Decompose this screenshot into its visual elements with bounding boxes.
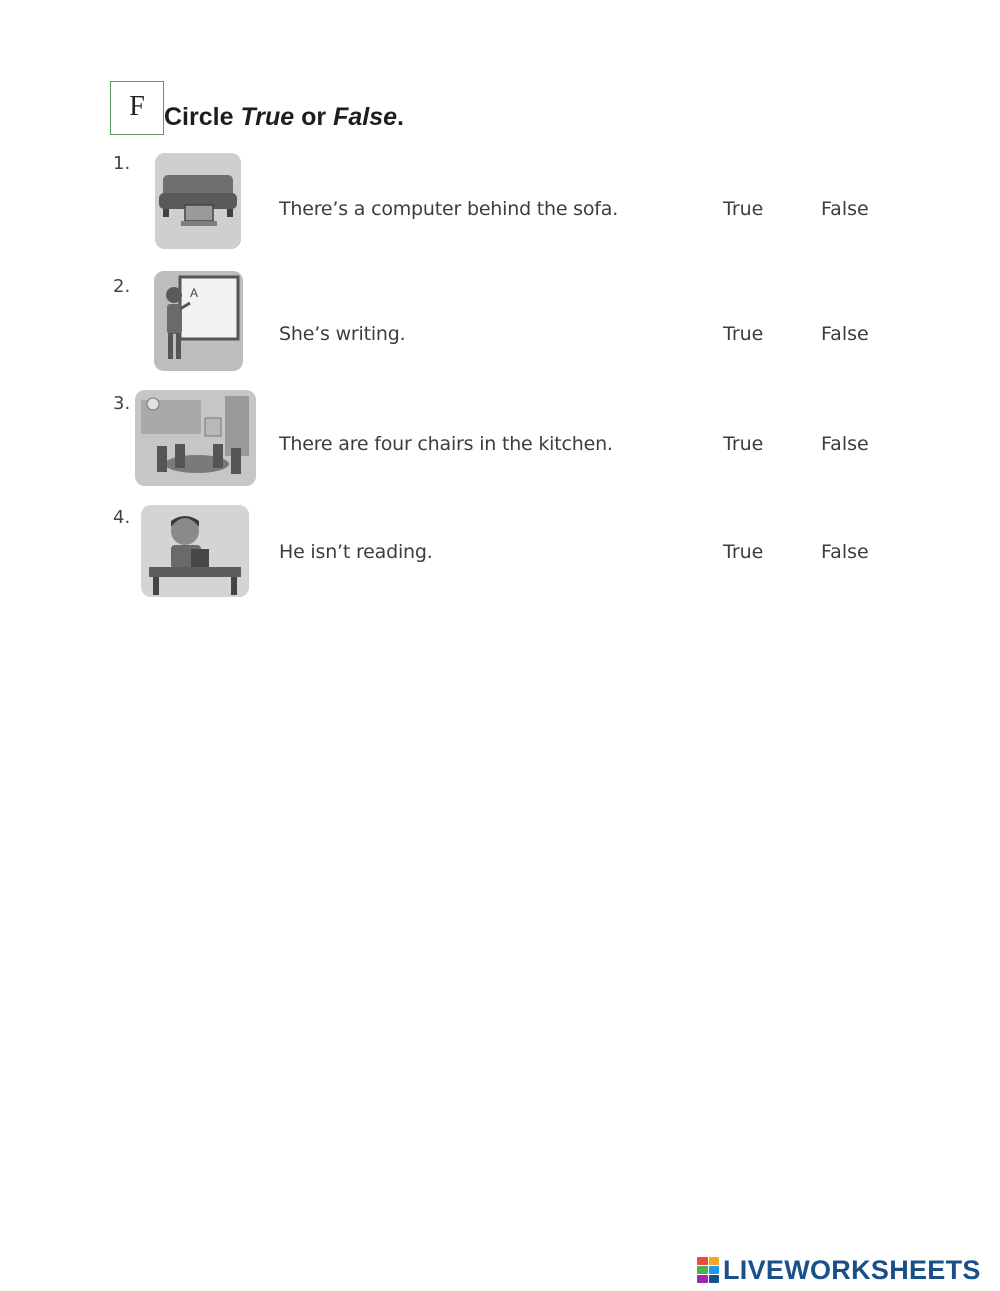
- girl-writing-board-picture-icon: [154, 271, 243, 371]
- kitchen-chairs-picture-icon: [135, 390, 256, 486]
- boy-reading-desk-picture-icon: [141, 505, 249, 597]
- liveworksheets-logo: [697, 1254, 981, 1286]
- instruction-heading: Circle True or False.: [164, 103, 404, 131]
- true-option[interactable]: True: [723, 323, 764, 345]
- liveworksheets-logo-text: LIVEWORKSHEETS: [723, 1254, 981, 1285]
- false-option[interactable]: False: [821, 323, 869, 345]
- statement-text: There’s a computer behind the sofa.: [279, 198, 619, 220]
- false-option[interactable]: False: [821, 541, 869, 563]
- false-option[interactable]: False: [821, 433, 869, 455]
- item-number: 2.: [113, 276, 131, 297]
- false-option[interactable]: False: [821, 198, 869, 220]
- sofa-computer-picture-icon: [155, 153, 241, 249]
- true-option[interactable]: True: [723, 541, 764, 563]
- statement-text: She’s writing.: [279, 323, 406, 345]
- svg-text:A: A: [190, 286, 199, 300]
- item-number: 1.: [113, 153, 131, 174]
- true-option[interactable]: True: [723, 433, 764, 455]
- section-letter-box: F: [110, 81, 164, 135]
- item-number: 4.: [113, 507, 131, 528]
- true-option[interactable]: True: [723, 198, 764, 220]
- statement-text: He isn’t reading.: [279, 541, 433, 563]
- liveworksheets-logo-icon: [697, 1257, 719, 1283]
- statement-text: There are four chairs in the kitchen.: [279, 433, 613, 455]
- item-number: 3.: [113, 393, 131, 414]
